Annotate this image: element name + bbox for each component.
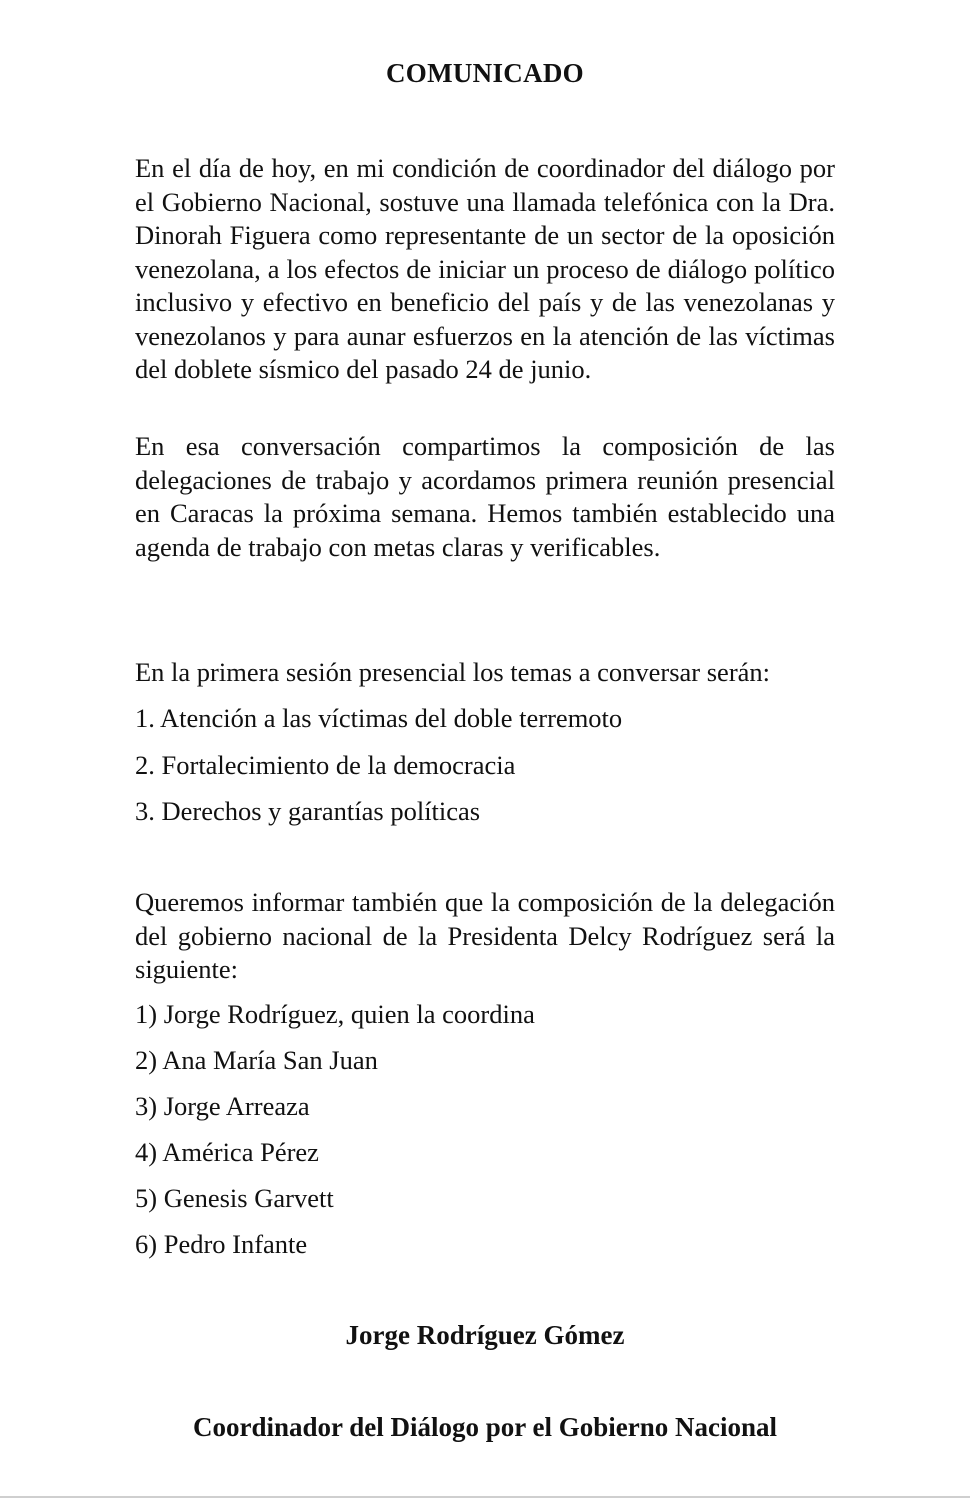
list-item-topic: 3. Derechos y garantías políticas <box>135 796 481 826</box>
list-item-member: 2) Ana María San Juan <box>135 1045 378 1075</box>
list-item-member: 6) Pedro Infante <box>135 1229 308 1259</box>
paragraph-topics-intro: En la primera sesión presencial los temas a conversar serán: <box>135 657 771 687</box>
list-item-member: 3) Jorge Arreaza <box>135 1091 310 1121</box>
paragraph-conversation: En esa conversación compartimos la composición de las delegaciones de trabajo y acordamos primera reunión presencial en Caracas la próxima semana. Hemos también establecido una agenda de trabajo con metas claras y verificables. <box>135 431 835 562</box>
list-item-member: 4) América Pérez <box>135 1137 319 1167</box>
signature-role: Coordinador del Diálogo por el Gobierno Nacional <box>192 1412 778 1442</box>
list-item-topic: 1. Atención a las víctimas del doble terremoto <box>135 703 623 733</box>
paragraph-intro: En el día de hoy, en mi condición de coordinador del diálogo por el Gobierno Nacional, sostuve una llamada telefónica con la Dra. Dinorah Figuera como representante de un sector de la oposición venezolana, a los efectos de iniciar un proceso de diálogo político inclusivo y efectivo en beneficio del país y de las venezolanas y venezolanos y para aunar esfuerzos en la atención de las víctimas del doblete sísmico del pasado 24 de junio. <box>135 153 835 384</box>
list-item-topic: 2. Fortalecimiento de la democracia <box>135 749 516 780</box>
signature-name: Jorge Rodríguez Gómez <box>345 1320 625 1350</box>
delegation-members-list <box>135 998 835 1274</box>
list-item-member: 1) Jorge Rodríguez, quien la coordina <box>135 999 535 1029</box>
bottom-divider <box>0 1496 970 1498</box>
topics-list <box>135 702 835 842</box>
paragraph-delegation-intro: Queremos informar también que la composición de la delegación del gobierno nacional de la Presidenta Delcy Rodríguez será la siguiente: <box>135 887 835 984</box>
list-item-member: 5) Genesis Garvett <box>135 1183 334 1213</box>
document-title: COMUNICADO <box>386 58 584 88</box>
